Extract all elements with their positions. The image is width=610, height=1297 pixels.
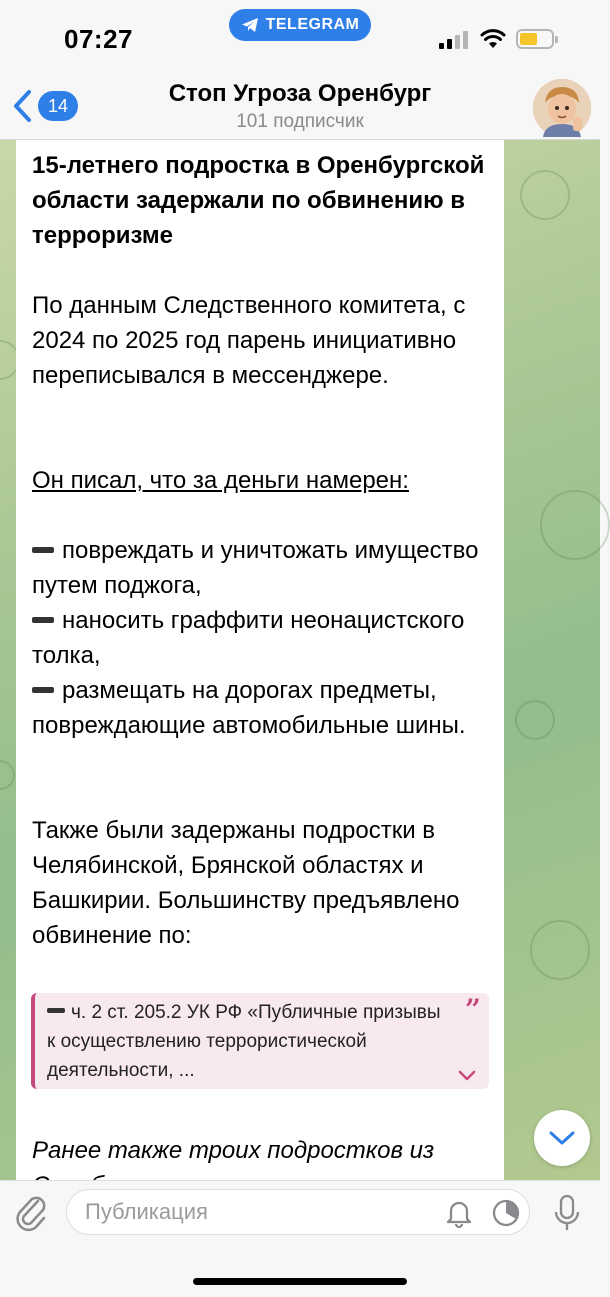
telegram-pill[interactable] [229,9,371,41]
subscriber-count: 101 подписчик [236,111,364,132]
microphone-icon[interactable] [552,1193,582,1233]
telegram-pill-label: TELEGRAM [265,16,360,33]
unread-badge: 14 [38,91,78,121]
cellular-signal-icon [439,31,469,49]
battery-icon [516,29,554,49]
message-paragraph: Ранее также троих подростков из [32,1137,435,1164]
message-paragraph: Он писал, что за деньги намерен: [32,467,409,494]
timer-icon[interactable] [491,1198,521,1228]
channel-title[interactable]: Стоп Угроза Оренбург [168,80,432,107]
status-time: 07:27 [64,24,133,54]
paper-plane-icon [241,17,259,33]
message-bubble [16,140,504,1180]
status-bar [0,0,600,75]
quote-mark-icon: ” [464,993,481,1026]
chat-header [0,75,600,140]
home-indicator [193,1278,407,1285]
bell-icon[interactable] [445,1198,473,1228]
message-input-bar [0,1180,600,1297]
chevron-down-icon[interactable] [457,1069,477,1083]
dash-icon [32,617,54,623]
scroll-down-button[interactable] [534,1110,590,1166]
dash-icon [47,1008,65,1013]
quote-text: ч. 2 ст. 205.2 УК РФ «Публичные призывы к осуществлению террористической деятельности, ... [47,1002,441,1081]
paperclip-icon[interactable] [14,1193,50,1233]
message-paragraph: Также были задержаны подростки в Челябинской, Брянской областях и Башкирии. Большинству предъявлено обвинение по: [32,817,460,949]
back-button[interactable] [10,87,78,125]
message-list [32,533,502,743]
list-item: наносить граффити неонацистского толка, [32,607,465,669]
wifi-icon [480,28,506,50]
list-item: повреждать и уничтожать имущество путем поджога, [32,537,479,599]
message-input[interactable] [85,1190,435,1234]
dash-icon [32,687,54,693]
chevron-down-icon [548,1129,576,1147]
message-field[interactable] [66,1189,530,1235]
dash-icon [32,547,54,553]
channel-avatar[interactable] [533,79,591,137]
message-paragraph: По данным Следственного комитета, с 2024 по 2025 год парень инициативно переписывался в мессенджере. [32,292,466,389]
list-item: размещать на дорогах предметы, повреждающие автомобильные шины. [32,677,466,739]
quote-block[interactable] [31,993,489,1089]
chevron-left-icon [10,87,36,125]
message-title: 15-летнего подростка в Оренбургской области задержали по обвинению в терроризме [32,152,485,249]
